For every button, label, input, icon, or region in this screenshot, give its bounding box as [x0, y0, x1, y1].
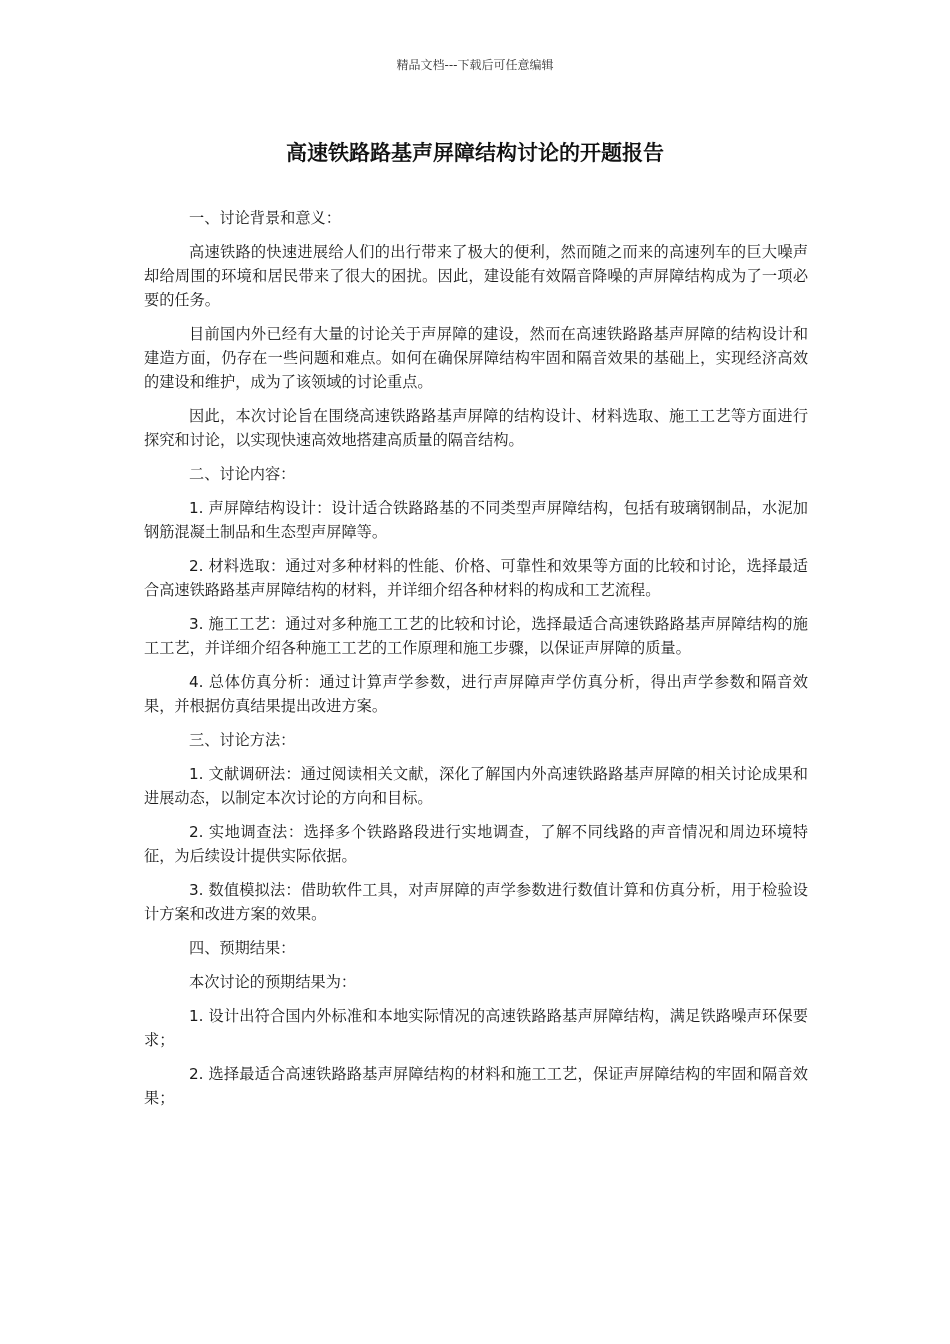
document-body [144, 206, 808, 1120]
list-item: 1. 文献调研法：通过阅读相关文献，深化了解国内外高速铁路路基声屏障的相关讨论成果和进展动态，以制定本次讨论的方向和目标。 [144, 765, 808, 807]
paragraph: 因此，本次讨论旨在围绕高速铁路路基声屏障的结构设计、材料选取、施工工艺等方面进行探究和讨论，以实现快速高效地搭建高质量的隔音结构。 [144, 407, 808, 449]
list-item: 1. 设计出符合国内外标准和本地实际情况的高速铁路路基声屏障结构，满足铁路噪声环保要求； [144, 1007, 808, 1049]
list-item: 2. 材料选取：通过对多种材料的性能、价格、可靠性和效果等方面的比较和讨论，选择最适合高速铁路路基声屏障结构的材料，并详细介绍各种材料的构成和工艺流程。 [144, 557, 808, 599]
list-item: 4. 总体仿真分析：通过计算声学参数，进行声屏障声学仿真分析，得出声学参数和隔音效果，并根据仿真结果提出改进方案。 [144, 673, 808, 715]
section-heading-content: 二、讨论内容： [189, 465, 296, 483]
list-item: 3. 施工工艺：通过对多种施工工艺的比较和讨论，选择最适合高速铁路路基声屏障结构的施工工艺，并详细介绍各种施工工艺的工作原理和施工步骤，以保证声屏障的质量。 [144, 615, 808, 657]
running-header: 精品文档---下载后可任意编辑 [396, 58, 554, 72]
list-item: 2. 实地调查法：选择多个铁路路段进行实地调查，了解不同线路的声音情况和周边环境特征，为后续设计提供实际依据。 [144, 823, 808, 865]
paragraph: 目前国内外已经有大量的讨论关于声屏障的建设，然而在高速铁路路基声屏障的结构设计和建造方面，仍存在一些问题和难点。如何在确保屏障结构牢固和隔音效果的基础上，实现经济高效的建设和维护，成为了该领域的讨论重点。 [144, 325, 808, 391]
list-item: 1. 声屏障结构设计：设计适合铁路路基的不同类型声屏障结构，包括有玻璃钢制品，水泥加钢筋混凝土制品和生态型声屏障等。 [144, 499, 808, 541]
section-heading-background: 一、讨论背景和意义： [189, 209, 341, 227]
section-heading-expected-results: 四、预期结果： [189, 939, 296, 957]
section-heading-methods: 三、讨论方法： [189, 731, 296, 749]
paragraph: 高速铁路的快速进展给人们的出行带来了极大的便利，然而随之而来的高速列车的巨大噪声却给周围的环境和居民带来了很大的困扰。因此，建设能有效隔音降噪的声屏障结构成为了一项必要的任务。 [144, 243, 808, 309]
list-item: 2. 选择最适合高速铁路路基声屏障结构的材料和施工工艺，保证声屏障结构的牢固和隔音效果； [144, 1065, 808, 1107]
paragraph: 本次讨论的预期结果为： [189, 973, 357, 991]
list-item: 3. 数值模拟法：借助软件工具，对声屏障的声学参数进行数值计算和仿真分析，用于检验设计方案和改进方案的效果。 [144, 881, 808, 923]
document-title: 高速铁路路基声屏障结构讨论的开题报告 [286, 141, 664, 165]
